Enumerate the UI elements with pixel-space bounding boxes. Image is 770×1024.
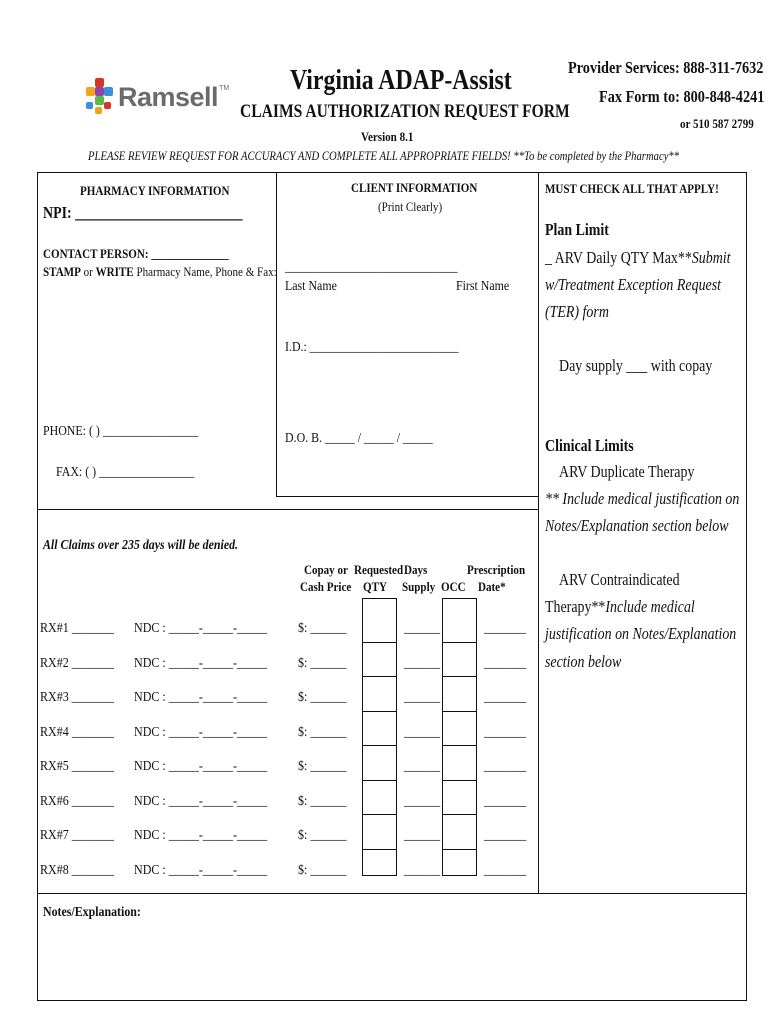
logo-text: Ramsell xyxy=(118,81,219,112)
prescription-date-field[interactable]: _______ xyxy=(484,690,527,705)
rx-number-field[interactable]: RX#2 _______ xyxy=(40,656,114,671)
arv-daily-line3: (TER) form xyxy=(545,302,609,321)
prescription-date-field[interactable]: _______ xyxy=(484,794,527,809)
arv-contraindicated-line2 xyxy=(545,597,695,617)
form-subtitle: CLAIMS AUTHORIZATION REQUEST FORM xyxy=(240,101,570,122)
col-days-1: Days xyxy=(404,562,428,577)
stamp-label: STAMP xyxy=(43,264,81,279)
occ-cell-divider xyxy=(442,642,477,643)
notes-top-line xyxy=(37,893,747,894)
price-field[interactable]: $: ______ xyxy=(298,656,347,671)
requested-qty-cell-divider xyxy=(362,642,397,643)
requested-qty-cell-divider xyxy=(362,711,397,712)
col-req-2: QTY xyxy=(363,579,387,594)
occ-cell-divider xyxy=(442,814,477,815)
price-field[interactable]: $: ______ xyxy=(298,828,347,843)
rx-number-field[interactable]: RX#4 _______ xyxy=(40,725,114,740)
arv-duplicate-note1: ** Include medical justification on xyxy=(545,489,740,508)
days-supply-field[interactable]: ______ xyxy=(404,794,441,809)
ramsell-logo-icon xyxy=(86,78,114,116)
check-all-heading: MUST CHECK ALL THAT APPLY! xyxy=(545,181,719,196)
npi-field[interactable]: NPI: ________________________ xyxy=(43,203,243,222)
clinical-limits-heading: Clinical Limits xyxy=(545,436,634,455)
ndc-field[interactable]: NDC : _____-_____-_____ xyxy=(134,725,268,740)
arv-contraindicated-option[interactable]: ARV Contraindicated xyxy=(559,570,680,589)
form-instructions: PLEASE REVIEW REQUEST FOR ACCURACY AND COMPLETE ALL APPROPRIATE FIELDS! **To be completed by the Pharmacy** xyxy=(88,148,680,163)
requested-qty-cell-divider xyxy=(362,814,397,815)
write-label: WRITE xyxy=(95,264,134,279)
provider-services-phone: Provider Services: 888-311-7632 xyxy=(568,58,764,77)
days-supply-field[interactable]: ______ xyxy=(404,863,441,878)
fax-alt-number: or 510 587 2799 xyxy=(680,116,754,131)
col-copay-1: Copay or xyxy=(304,562,348,577)
col-rx-date-2: Date* xyxy=(478,579,506,594)
price-field[interactable]: $: ______ xyxy=(298,725,347,740)
claims-warning: All Claims over 235 days will be denied. xyxy=(43,538,239,553)
col-days-2: Supply xyxy=(402,579,436,594)
days-supply-field[interactable]: ______ xyxy=(404,690,441,705)
rx-number-field[interactable]: RX#6 _______ xyxy=(40,794,114,809)
arv-contraindicated-line4: section below xyxy=(545,652,622,671)
rx-number-field[interactable]: RX#5 _______ xyxy=(40,759,114,774)
fax-form-number: Fax Form to: 800-848-4241 xyxy=(599,87,765,106)
client-id-field[interactable]: I.D.: _________________________ xyxy=(285,340,459,355)
prescription-date-field[interactable]: _______ xyxy=(484,863,527,878)
arv-daily-line2: w/Treatment Exception Request xyxy=(545,275,722,294)
stamp-instruction xyxy=(43,264,277,280)
prescription-date-field[interactable]: _______ xyxy=(484,656,527,671)
form-version: Version 8.1 xyxy=(361,129,414,144)
col-req-1: Requested xyxy=(354,562,404,577)
requested-qty-cell-divider xyxy=(362,780,397,781)
pharmacy-heading: PHARMACY INFORMATION xyxy=(80,183,230,198)
contra-therapy: Therapy** xyxy=(545,597,606,616)
ndc-field[interactable]: NDC : _____-_____-_____ xyxy=(134,656,268,671)
arv-duplicate-option[interactable]: ARV Duplicate Therapy xyxy=(559,462,695,481)
day-supply-option[interactable]: Day supply ___ with copay xyxy=(559,356,713,375)
col-copay-2: Cash Price xyxy=(300,579,352,594)
pharmacy-phone-field[interactable]: PHONE: ( ) ________________ xyxy=(43,424,199,439)
client-name-line[interactable]: _____________________________ xyxy=(285,260,458,275)
pharmacy-bottom-line xyxy=(37,509,538,510)
plan-limit-heading: Plan Limit xyxy=(545,220,609,239)
rx-number-field[interactable]: RX#3 _______ xyxy=(40,690,114,705)
notes-field[interactable] xyxy=(40,925,743,997)
arv-duplicate-note2: Notes/Explanation section below xyxy=(545,516,729,535)
client-subheading: (Print Clearly) xyxy=(378,199,443,214)
price-field[interactable]: $: ______ xyxy=(298,759,347,774)
client-heading: CLIENT INFORMATION xyxy=(351,180,478,195)
days-supply-field[interactable]: ______ xyxy=(404,656,441,671)
rx-number-field[interactable]: RX#7 _______ xyxy=(40,828,114,843)
days-supply-field[interactable]: ______ xyxy=(404,828,441,843)
first-name-label: First Name xyxy=(456,279,510,294)
price-field[interactable]: $: ______ xyxy=(298,621,347,636)
stamp-or: or xyxy=(80,264,96,279)
days-supply-field[interactable]: ______ xyxy=(404,725,441,740)
occ-cell-divider xyxy=(442,780,477,781)
occ-column xyxy=(442,598,477,876)
col-rx-date-1: Prescription xyxy=(467,562,526,577)
contra-include: Include medical xyxy=(605,597,695,616)
price-field[interactable]: $: ______ xyxy=(298,794,347,809)
last-name-label: Last Name xyxy=(285,279,337,294)
prescription-date-field[interactable]: _______ xyxy=(484,621,527,636)
prescription-date-field[interactable]: _______ xyxy=(484,759,527,774)
notes-label: Notes/Explanation: xyxy=(43,905,141,920)
ndc-field[interactable]: NDC : _____-_____-_____ xyxy=(134,759,268,774)
contact-person-field[interactable]: CONTACT PERSON: ______________ xyxy=(43,246,229,261)
rx-number-field[interactable]: RX#8 _______ xyxy=(40,863,114,878)
client-dob-field[interactable]: D.O. B. _____ / _____ / _____ xyxy=(285,431,433,446)
arv-daily-submit: Submit xyxy=(691,248,731,267)
requested-qty-cell-divider xyxy=(362,745,397,746)
requested-qty-column xyxy=(362,598,397,876)
logo-trademark: TM xyxy=(219,84,230,92)
ndc-field[interactable]: NDC : _____-_____-_____ xyxy=(134,828,268,843)
ndc-field[interactable]: NDC : _____-_____-_____ xyxy=(134,690,268,705)
ramsell-logo xyxy=(86,78,229,116)
client-info-box xyxy=(276,172,539,497)
requested-qty-cell-divider xyxy=(362,849,397,850)
occ-cell-divider xyxy=(442,849,477,850)
stamp-rest: Pharmacy Name, Phone & Fax: xyxy=(133,264,277,279)
pharmacy-fax-field[interactable]: FAX: ( ) ________________ xyxy=(56,465,195,480)
form-title: Virginia ADAP-Assist xyxy=(290,64,512,96)
occ-cell-divider xyxy=(442,676,477,677)
days-supply-field[interactable]: ______ xyxy=(404,621,441,636)
prescription-date-field[interactable]: _______ xyxy=(484,725,527,740)
price-field[interactable]: $: ______ xyxy=(298,690,347,705)
prescription-date-field[interactable]: _______ xyxy=(484,828,527,843)
rx-number-field[interactable]: RX#1 _______ xyxy=(40,621,114,636)
arv-daily-qty-text: _ ARV Daily QTY Max** xyxy=(545,248,692,267)
ndc-field[interactable]: NDC : _____-_____-_____ xyxy=(134,621,268,636)
arv-contraindicated-line3: justification on Notes/Explanation xyxy=(545,624,737,643)
requested-qty-cell-divider xyxy=(362,676,397,677)
price-field[interactable]: $: ______ xyxy=(298,863,347,878)
arv-daily-qty-option[interactable] xyxy=(545,248,731,268)
ndc-field[interactable]: NDC : _____-_____-_____ xyxy=(134,794,268,809)
col-occ: OCC xyxy=(441,579,466,594)
occ-cell-divider xyxy=(442,745,477,746)
occ-cell-divider xyxy=(442,711,477,712)
ndc-field[interactable]: NDC : _____-_____-_____ xyxy=(134,863,268,878)
days-supply-field[interactable]: ______ xyxy=(404,759,441,774)
